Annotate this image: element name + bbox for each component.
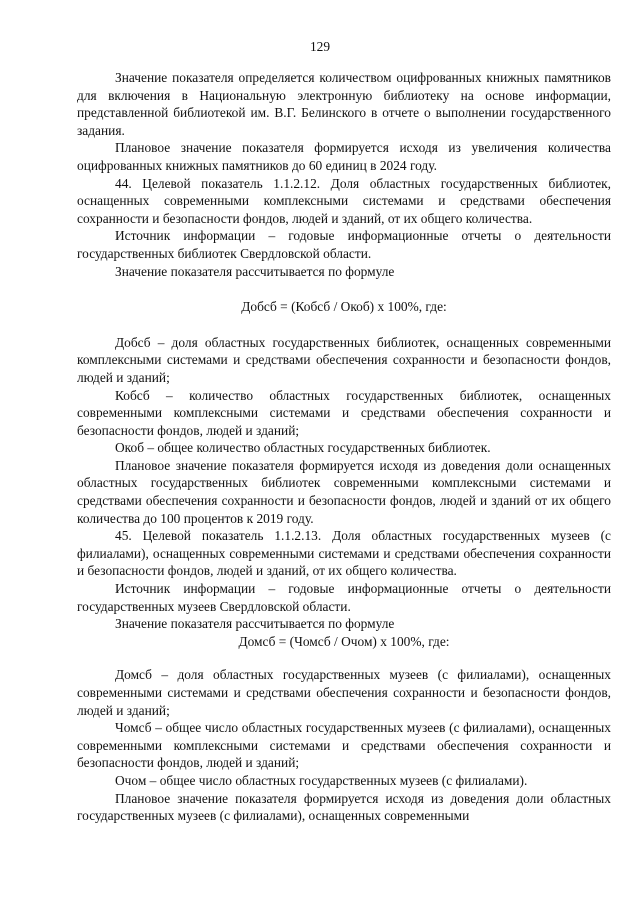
paragraph: Плановое значение показателя формируется исходя из увеличения количества оцифрованных книжных памятников до 60 единиц в 2024 году. <box>77 140 611 173</box>
spacer <box>77 316 611 334</box>
paragraph: Плановое значение показателя формируется исходя из доведения доли оснащенных областных государственных библиотек современными комплексными системами и средствами обеспечения сохранности и безопасности фондов, людей и зданий от их общего количества до 100 процентов к 2019 году. <box>77 457 611 526</box>
formula: Домсб = (Чомсб / Очом) х 100%, где: <box>238 633 450 649</box>
paragraph: Значение показателя рассчитывается по формуле <box>115 263 395 279</box>
paragraph: Значение показателя рассчитывается по формуле <box>115 616 395 632</box>
paragraph: Чомсб – общее число областных государственных музеев (с филиалами), оснащенных современными комплексными системами и средствами обеспечения сохранности и безопасности фондов, людей и зданий; <box>77 720 611 771</box>
paragraph: 44. Целевой показатель 1.1.2.12. Доля областных государственных библиотек, оснащенных современными комплексными системами и средствами обеспечения сохранности и безопасности фондов, людей и зданий, от их общего количества. <box>77 175 611 226</box>
page-number: 129 <box>309 39 331 54</box>
paragraph: Кобсб – количество областных государственных библиотек, оснащенных современными комплексными системами и средствами обеспечения сохранности и безопасности фондов, людей и зданий; <box>77 387 611 438</box>
paragraph: Окоб – общее количество областных государственных библиотек. <box>115 440 491 456</box>
paragraph: Домсб – доля областных государственных музеев (с филиалами), оснащенных современными системами и средствами обеспечения сохранности и безопасности фондов, людей и зданий; <box>77 667 611 718</box>
paragraph: Значение показателя определяется количеством оцифрованных книжных памятников для включения в Национальную электронную библиотеку на основе информации, представленной библиотекой им. В.Г. Белинского в отчете о выполнении государственного задания. <box>77 70 611 138</box>
spacer <box>77 280 611 298</box>
paragraph: Добсб – доля областных государственных библиотек, оснащенных современными комплексными системами и средствами обеспечения сохранности и безопасности фондов, людей и зданий; <box>77 334 611 385</box>
paragraph: 45. Целевой показатель 1.1.2.13. Доля областных государственных музеев (с филиалами), оснащенных современными системами и средствами обеспечения сохранности и безопасности фондов, людей и зданий, от их общего количества. <box>77 528 611 579</box>
paragraph: Источник информации – годовые информационные отчеты о деятельности государственных музеев Свердловской области. <box>77 581 611 614</box>
document-body <box>77 69 611 825</box>
paragraph: Очом – общее число областных государственных музеев (с филиалами). <box>115 772 528 788</box>
paragraph: Плановое значение показателя формируется исходя из доведения доли областных государственных музеев (с филиалами), оснащенных современными <box>77 790 611 824</box>
paragraph: Источник информации – годовые информационные отчеты о деятельности государственных библиотек Свердловской области. <box>77 228 611 261</box>
formula: Добсб = (Кобсб / Окоб) х 100%, где: <box>241 299 447 315</box>
spacer <box>77 650 611 666</box>
